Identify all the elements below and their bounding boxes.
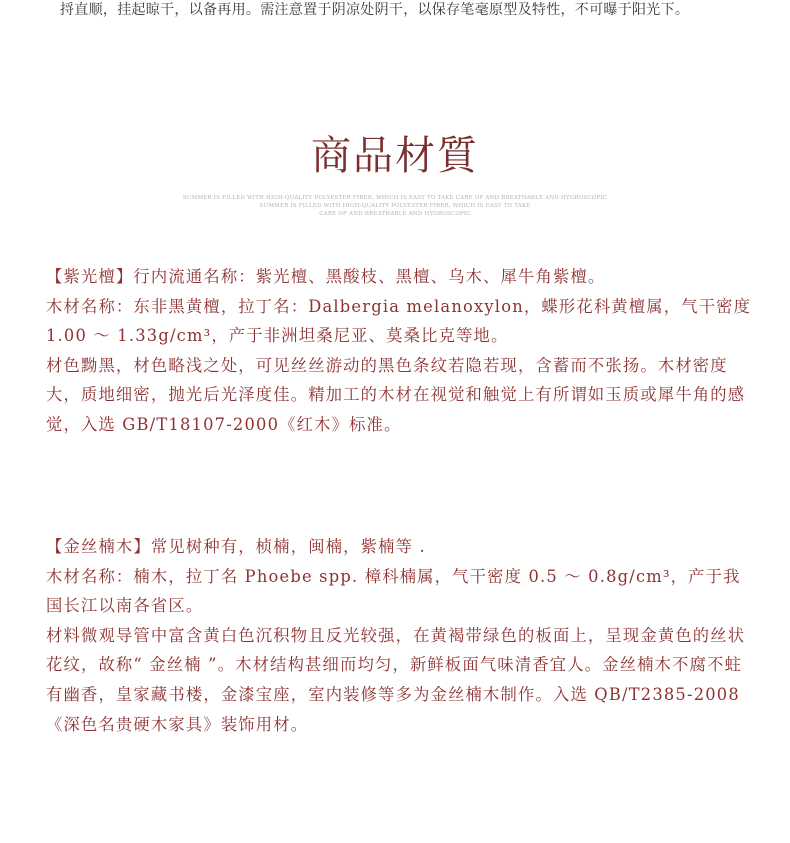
wood-name-line <box>46 532 756 562</box>
wood-description: 材色黝黑，材色略浅之处，可见丝丝游动的黑色条纹若隐若现，含蓄而不张扬。木材密度大，质地细密，抛光后光泽度佳。精加工的木材在视觉和触觉上有所谓如玉质或犀牛角的感觉，入选 GB/T18107-2000《红木》标准。 <box>46 355 746 434</box>
intro-text: 捋直顺，挂起晾干，以备再用。需注意置于阴凉处阴干，以保存笔毫原型及特性，不可曝于阳光下。 <box>60 2 690 18</box>
wood-species: 常见树种有，桢楠，闽楠，紫楠等 . <box>150 537 426 556</box>
wood-botanical-info: 木材名称：东非黑黄檀，拉丁名：Dalbergia melanoxylon，蝶形花科黄檀属，气干密度 1.00 ～ 1.33g/cm³，产于非洲坦桑尼亚、莫桑比克等地。 <box>46 296 752 346</box>
wood-section-jinsinanmu <box>46 532 756 739</box>
wood-botanical-info: 木材名称：楠木，拉丁名 Phoebe spp. 樟科楠属，气干密度 0.5 ～ 0.8g/cm³，产于我国长江以南各省区。 <box>46 566 741 616</box>
subtitle-line: SUMMER IS FILLED WITH HIGH-QUALITY POLYESTER FIBER, WHICH IS EASY TO TAKE <box>259 203 531 209</box>
subtitle-line: CARE OF AND BREATHABLE AND HYGROSCOPIC <box>319 211 471 217</box>
section-title: 商品材質 <box>311 133 479 179</box>
subtitle-line: SUMMER IS FILLED WITH HIGH-QUALITY POLYESTER FIBER, WHICH IS EASY TO TAKE CARE OF AND BREATHABLE AND HYGROSCOPIC <box>182 195 608 201</box>
section-subtitle <box>150 194 640 218</box>
wood-section-ziguangtan <box>46 262 756 440</box>
wood-title: 【紫光檀】 <box>46 267 134 286</box>
wood-description: 材料微观导管中富含黄白色沉积物且反光较强，在黄褐带绿色的板面上，呈现金黄色的丝状花纹，故称“ 金丝楠 ”。木材结构甚细而均匀，新鲜板面气味清香宜人。金丝楠木不腐不蛀有幽香，皇家藏书楼，金漆宝座，室内装修等多为金丝楠木制作。入选 QB/T2385-2008《深色名贵硬木家具》装饰用材。 <box>46 625 746 734</box>
wood-name-line <box>46 262 756 292</box>
wood-title: 【金丝楠木】 <box>46 537 151 556</box>
wood-trade-names: 行内流通名称：紫光檀、黑酸枝、黑檀、乌木、犀牛角紫檀。 <box>133 267 606 286</box>
